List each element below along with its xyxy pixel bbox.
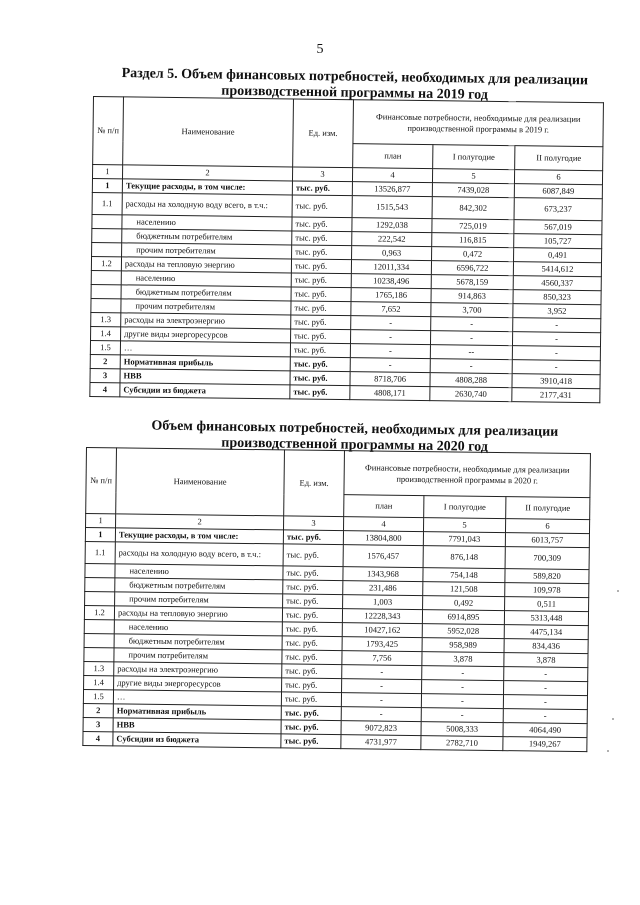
row-number — [92, 214, 122, 228]
row-name: НВВ — [120, 369, 290, 385]
value-half1: 121,508 — [423, 582, 505, 597]
row-unit: тыс. руб. — [282, 678, 342, 693]
row-unit: тыс. руб. — [281, 720, 341, 735]
header-name: Наименование — [123, 97, 294, 167]
row-number: 4 — [83, 731, 113, 745]
value-plan: 10427,162 — [342, 623, 422, 638]
section1-title-line2: производственной программы на 2019 год — [221, 83, 488, 103]
row-unit: тыс. руб. — [283, 544, 343, 567]
row-name: прочим потребителям — [121, 299, 291, 315]
row-unit: тыс. руб. — [291, 287, 351, 302]
value-half1: 0,472 — [432, 247, 514, 262]
row-number — [84, 647, 114, 661]
row-name: населению — [114, 620, 282, 636]
row-name: Субсидии из бюджета — [113, 732, 281, 748]
value-half2: 3910,418 — [512, 374, 600, 389]
value-half2: - — [512, 360, 600, 375]
row-number: 1.3 — [84, 661, 114, 675]
row-unit: тыс. руб. — [291, 273, 351, 288]
row-name: НВВ — [113, 718, 281, 734]
col-index: 2 — [122, 165, 292, 181]
col-index: 1 — [92, 165, 122, 179]
row-unit: тыс. руб. — [291, 301, 351, 316]
row-name: … — [120, 341, 290, 357]
value-half1: - — [422, 666, 504, 681]
row-number: 1.4 — [91, 326, 121, 340]
value-plan: - — [350, 330, 430, 345]
value-half2: 673,237 — [514, 198, 602, 221]
value-half2: 850,323 — [513, 290, 601, 305]
value-half2: - — [504, 681, 588, 696]
row-number — [92, 228, 122, 242]
row-name: расходы на холодную воду всего, в т.ч.: — [122, 193, 292, 217]
value-half2: 567,019 — [514, 220, 602, 235]
row-name: прочим потребителям — [115, 592, 283, 608]
page-number: 5 — [316, 42, 324, 57]
value-half2: 3,878 — [504, 653, 588, 668]
value-half1: 7791,043 — [423, 532, 505, 547]
header-name: Наименование — [116, 448, 285, 516]
row-unit: тыс. руб. — [283, 580, 343, 595]
value-half1: 2782,710 — [421, 736, 503, 751]
row-name: расходы на электроэнергию — [121, 313, 291, 329]
header-num: № п/п — [93, 97, 124, 165]
col-index: 3 — [292, 167, 352, 182]
value-plan: 1765,186 — [351, 288, 431, 303]
header-fin: Финансовые потребности, необходимые для реализации производственной программы в 2019 г. — [353, 100, 604, 147]
value-plan: - — [350, 358, 430, 373]
value-plan: 9072,823 — [341, 721, 421, 736]
value-half1: 6914,895 — [422, 610, 504, 625]
col-index: 3 — [284, 516, 344, 531]
row-number — [92, 242, 122, 256]
row-unit: тыс. руб. — [283, 566, 343, 581]
row-number — [91, 298, 121, 312]
col-index: 6 — [514, 170, 602, 185]
row-unit: тыс. руб. — [281, 706, 341, 721]
value-half1: 914,863 — [431, 289, 513, 304]
value-plan: 231,486 — [343, 581, 423, 596]
value-half1: - — [430, 359, 512, 374]
row-name: … — [113, 690, 281, 706]
value-half1: 6596,722 — [431, 261, 513, 276]
row-unit: тыс. руб. — [282, 650, 342, 665]
value-plan: 4731,977 — [341, 735, 421, 750]
row-unit: тыс. руб. — [290, 385, 350, 400]
value-plan: 7,652 — [351, 302, 431, 317]
value-half1: 4808,288 — [430, 373, 512, 388]
value-half2: 0,511 — [505, 597, 589, 612]
row-number: 3 — [90, 368, 120, 382]
header-fin: Финансовые потребности, необходимые для реализации производственной программы в 2020 г. — [344, 451, 591, 498]
value-plan: 1515,543 — [352, 196, 432, 219]
value-half2: - — [504, 667, 588, 682]
row-number: 1.1 — [85, 541, 115, 563]
value-half1: - — [431, 317, 513, 332]
value-plan: - — [342, 679, 422, 694]
row-name: бюджетным потребителям — [122, 229, 292, 245]
value-half1: 5952,028 — [422, 624, 504, 639]
value-half1: 3,700 — [431, 303, 513, 318]
value-plan: 12011,334 — [351, 260, 431, 275]
row-unit: тыс. руб. — [283, 594, 343, 609]
value-plan: 4808,171 — [350, 386, 430, 401]
value-half1: 876,148 — [423, 546, 505, 569]
row-number: 1.4 — [84, 675, 114, 689]
row-number: 4 — [90, 382, 120, 396]
row-unit: тыс. руб. — [283, 530, 343, 545]
row-unit: тыс. руб. — [290, 343, 350, 358]
value-half1: 725,019 — [432, 219, 514, 234]
row-unit: тыс. руб. — [282, 608, 342, 623]
value-half1: 2630,740 — [430, 387, 512, 402]
row-unit: тыс. руб. — [292, 181, 352, 196]
value-plan: 13804,800 — [343, 531, 423, 546]
value-plan: 10238,496 — [351, 274, 431, 289]
row-unit: тыс. руб. — [292, 231, 352, 246]
row-name: бюджетным потребителям — [121, 285, 291, 301]
value-plan: - — [341, 707, 421, 722]
row-unit: тыс. руб. — [281, 692, 341, 707]
value-half2: - — [512, 332, 600, 347]
value-plan: - — [350, 344, 430, 359]
table-body-2019 — [90, 178, 603, 402]
row-number: 1.5 — [90, 340, 120, 354]
row-name: бюджетным потребителям — [115, 578, 283, 594]
value-half2: 2177,431 — [512, 388, 600, 403]
row-name: расходы на тепловую энергию — [121, 257, 291, 273]
financial-table-2020 — [82, 447, 591, 752]
value-half1: 0,492 — [423, 596, 505, 611]
header-unit: Ед. изм. — [284, 450, 345, 517]
row-number: 1.5 — [83, 689, 113, 703]
value-half2: 105,727 — [514, 234, 602, 249]
value-plan: 1793,425 — [342, 637, 422, 652]
row-name: населению — [121, 271, 291, 287]
row-number: 1 — [92, 178, 122, 192]
value-half2: 834,436 — [504, 639, 588, 654]
row-name: населению — [115, 564, 283, 580]
row-unit: тыс. руб. — [282, 664, 342, 679]
value-half2: 5414,612 — [513, 262, 601, 277]
value-half2: 6013,757 — [505, 533, 589, 548]
value-plan: 0,963 — [352, 246, 432, 261]
value-half2: 700,309 — [505, 547, 589, 570]
row-unit: тыс. руб. — [292, 217, 352, 232]
row-unit: тыс. руб. — [290, 371, 350, 386]
value-half2: 0,491 — [514, 248, 602, 263]
row-number — [91, 270, 121, 284]
value-plan: 7,756 — [342, 651, 422, 666]
row-number — [85, 577, 115, 591]
value-half2: - — [503, 695, 587, 710]
row-name: бюджетным потребителям — [114, 634, 282, 650]
value-half1: 842,302 — [432, 197, 514, 220]
value-half1: - — [421, 694, 503, 709]
header-plan: план — [344, 495, 424, 518]
scan-speck — [617, 590, 619, 592]
col-index: 4 — [343, 517, 423, 532]
financial-table-2019 — [89, 96, 604, 403]
section1-title-line1: Раздел 5. Объем финансовых потребностей, необходимых для реализации — [121, 66, 589, 89]
value-half2: 1949,267 — [503, 737, 587, 752]
row-name: прочим потребителям — [114, 648, 282, 664]
row-unit: тыс. руб. — [281, 734, 341, 749]
value-half1: - — [430, 331, 512, 346]
header-num: № п/п — [86, 448, 117, 514]
header-h2: II полугодие — [506, 497, 590, 520]
row-unit: тыс. руб. — [290, 329, 350, 344]
value-plan: 8718,706 — [350, 372, 430, 387]
value-half1: 5678,159 — [431, 275, 513, 290]
row-number — [91, 284, 121, 298]
value-plan: 12228,343 — [342, 609, 422, 624]
value-half1: - — [421, 708, 503, 723]
value-half1: 5008,333 — [421, 722, 503, 737]
value-half2: - — [513, 318, 601, 333]
value-plan: 13526,877 — [352, 182, 432, 197]
row-name: другие виды энергоресурсов — [121, 327, 291, 343]
section2-title-line2: производственной программы на 2020 год — [221, 435, 488, 455]
table-body-2020 — [83, 528, 590, 752]
row-name: Текущие расходы, в том числе: — [115, 528, 283, 544]
row-number — [85, 591, 115, 605]
row-unit: тыс. руб. — [291, 315, 351, 330]
value-plan: - — [342, 665, 422, 680]
value-half2: - — [512, 346, 600, 361]
value-plan: 1,003 — [343, 595, 423, 610]
value-plan: - — [341, 693, 421, 708]
row-number — [85, 563, 115, 577]
value-half2: 4475,134 — [504, 625, 588, 640]
value-half1: 754,148 — [423, 568, 505, 583]
col-index: 5 — [432, 169, 514, 184]
col-index: 2 — [116, 514, 284, 530]
row-unit: тыс. руб. — [282, 622, 342, 637]
row-unit: тыс. руб. — [292, 245, 352, 260]
value-half2: 109,978 — [505, 583, 589, 598]
row-number: 2 — [83, 703, 113, 717]
row-unit: тыс. руб. — [291, 259, 351, 274]
value-half1: -- — [430, 345, 512, 360]
row-name: Нормативная прибыль — [120, 355, 290, 371]
header-h2: II полугодие — [515, 146, 603, 171]
row-name: населению — [122, 215, 292, 231]
value-half1: 7439,028 — [432, 183, 514, 198]
value-half2: 6087,849 — [514, 184, 602, 199]
row-name: другие виды энергоресурсов — [114, 676, 282, 692]
value-half2: - — [503, 709, 587, 724]
row-name: расходы на тепловую энергию — [114, 606, 282, 622]
row-number: 1 — [85, 528, 115, 542]
row-number: 1.1 — [92, 192, 122, 214]
value-half2: 3,952 — [513, 304, 601, 319]
col-index: 1 — [86, 514, 116, 528]
col-index: 4 — [352, 168, 432, 183]
row-name: расходы на холодную воду всего, в т.ч.: — [115, 542, 283, 566]
row-number: 1.2 — [91, 256, 121, 270]
header-unit: Ед. изм. — [293, 99, 354, 168]
value-half1: 116,815 — [432, 233, 514, 248]
row-name: Нормативная прибыль — [113, 704, 281, 720]
row-number: 3 — [83, 717, 113, 731]
scan-speck — [607, 750, 609, 752]
value-half2: 589,820 — [505, 569, 589, 584]
row-name: Субсидии из бюджета — [120, 383, 290, 399]
header-h1: I полугодие — [433, 145, 515, 170]
value-plan: 222,542 — [352, 232, 432, 247]
header-h1: I полугодие — [424, 496, 506, 519]
value-half2: 4560,337 — [513, 276, 601, 291]
row-number — [84, 633, 114, 647]
row-name: Текущие расходы, в том числе: — [122, 179, 292, 195]
row-name: расходы на электроэнергию — [114, 662, 282, 678]
row-unit: тыс. руб. — [282, 636, 342, 651]
value-half2: 5313,448 — [504, 611, 588, 626]
value-half1: 3,878 — [422, 652, 504, 667]
value-plan: 1292,038 — [352, 218, 432, 233]
col-index: 6 — [505, 519, 589, 534]
col-index: 5 — [423, 518, 505, 533]
value-plan: 1343,968 — [343, 567, 423, 582]
row-number: 1.2 — [84, 605, 114, 619]
value-plan: 1576,457 — [343, 545, 423, 568]
header-plan: план — [353, 144, 433, 169]
row-number: 1.3 — [91, 312, 121, 326]
scan-speck — [612, 718, 614, 720]
row-number — [84, 619, 114, 633]
value-half2: 4064,490 — [503, 723, 587, 738]
value-half1: - — [422, 680, 504, 695]
row-name: прочим потребителям — [122, 243, 292, 259]
value-half1: 958,989 — [422, 638, 504, 653]
row-unit: тыс. руб. — [290, 357, 350, 372]
row-number: 2 — [90, 354, 120, 368]
section2-title-line1: Объем финансовых потребностей, необходимых для реализации — [151, 418, 559, 440]
value-plan: - — [351, 316, 431, 331]
row-unit: тыс. руб. — [292, 195, 352, 218]
